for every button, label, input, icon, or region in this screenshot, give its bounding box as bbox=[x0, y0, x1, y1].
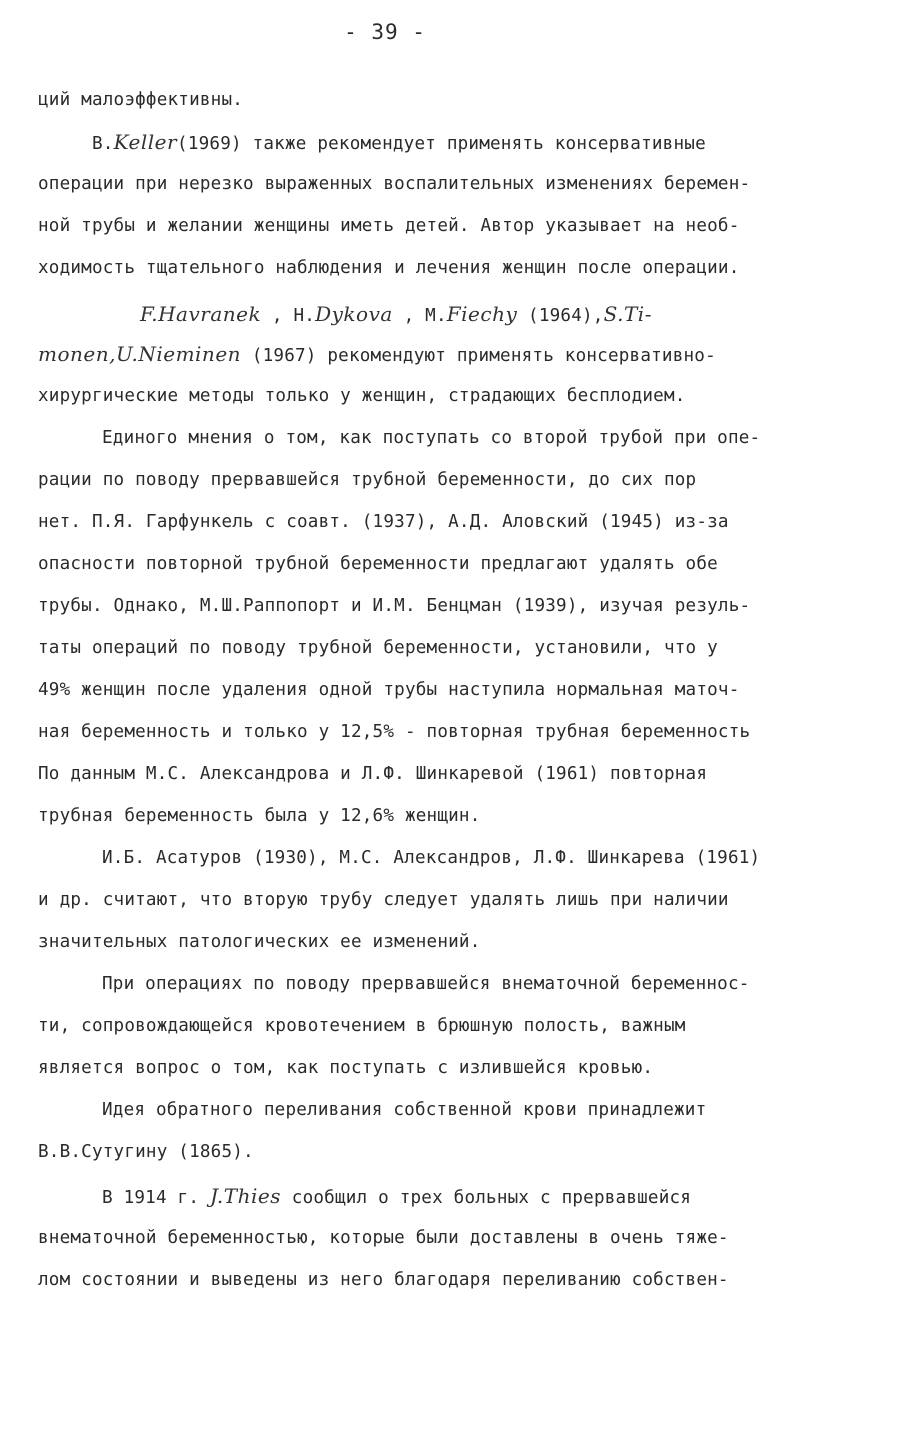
text-segment: Единого мнения о том, как поступать со второй трубой при опе- bbox=[102, 428, 761, 448]
text-line bbox=[38, 1224, 729, 1252]
page-number: - 39 - bbox=[344, 20, 426, 44]
text-line bbox=[38, 676, 740, 704]
text-segment: В.В.Сутугину (1865). bbox=[38, 1142, 254, 1162]
text-segment: В. bbox=[92, 134, 114, 154]
text-line bbox=[38, 382, 686, 410]
handwritten-name: J.Thies bbox=[209, 1184, 281, 1208]
text-line bbox=[140, 300, 652, 330]
text-segment: ций малоэффективны. bbox=[38, 90, 244, 110]
text-line bbox=[38, 340, 716, 370]
text-segment: сообщил о трех больных с прервавшейся bbox=[280, 1188, 692, 1208]
text-segment: трубы. Однако, М.Ш.Раппопорт и И.М. Бенцман (1939), изучая резуль- bbox=[38, 596, 751, 616]
text-line bbox=[38, 886, 729, 914]
text-segment: нет. П.Я. Гарфункель с соавт. (1937), А.Д. Аловский (1945) из-за bbox=[38, 512, 729, 532]
handwritten-name: Fiechy bbox=[446, 302, 518, 326]
text-line bbox=[38, 592, 750, 620]
text-segment: ная беременность и только у 12,5% - повторная трубная беременность bbox=[38, 722, 751, 742]
text-segment: является вопрос о том, как поступать с излившейся кровью. bbox=[38, 1058, 654, 1078]
text-segment: внематочной беременностью, которые были доставлены в очень тяже- bbox=[38, 1228, 729, 1248]
text-segment: ходимость тщательного наблюдения и лечения женщин после операции. bbox=[38, 258, 740, 278]
handwritten-name: Dykova bbox=[315, 302, 393, 326]
text-segment: таты операций по поводу трубной беременности, установили, что у bbox=[38, 638, 718, 658]
text-line bbox=[102, 1096, 706, 1124]
text-segment: значительных патологических ее изменений. bbox=[38, 932, 481, 952]
text-line bbox=[102, 844, 760, 872]
text-segment: трубная беременность была у 12,6% женщин. bbox=[38, 806, 481, 826]
text-line bbox=[38, 634, 718, 662]
text-line bbox=[38, 760, 707, 788]
text-line bbox=[38, 1138, 254, 1166]
text-line bbox=[38, 508, 729, 536]
text-segment: 49% женщин после удаления одной трубы наступила нормальная маточ- bbox=[38, 680, 740, 700]
text-segment: При операциях по поводу прервавшейся внематочной беременнос- bbox=[102, 974, 750, 994]
text-line bbox=[38, 1054, 653, 1082]
text-line bbox=[38, 466, 696, 494]
text-segment: ной трубы и желании женщины иметь детей. Автор указывает на необ- bbox=[38, 216, 740, 236]
text-line bbox=[38, 1266, 729, 1294]
text-line bbox=[38, 86, 243, 114]
text-line bbox=[38, 1012, 686, 1040]
text-line bbox=[102, 1182, 691, 1212]
text-segment: операции при нерезко выраженных воспалительных изменениях беремен- bbox=[38, 174, 751, 194]
text-line bbox=[38, 928, 481, 956]
text-segment: опасности повторной трубной беременности предлагают удалять обе bbox=[38, 554, 718, 574]
text-line bbox=[92, 128, 706, 158]
text-segment: ти, сопровождающейся кровотечением в брюшную полость, важным bbox=[38, 1016, 686, 1036]
text-line bbox=[38, 802, 481, 830]
text-segment: Идея обратного переливания собственной крови принадлежит bbox=[102, 1100, 707, 1120]
text-line bbox=[102, 970, 750, 998]
text-segment: (1967) рекомендуют применять консервативно- bbox=[241, 346, 716, 366]
text-line bbox=[38, 170, 750, 198]
text-segment: По данным М.С. Александрова и Л.Ф. Шинкаревой (1961) повторная bbox=[38, 764, 708, 784]
text-segment: и др. считают, что вторую трубу следует удалять лишь при наличии bbox=[38, 890, 729, 910]
text-line bbox=[38, 254, 740, 282]
text-segment: В 1914 г. bbox=[102, 1188, 210, 1208]
handwritten-name: S.Ti- bbox=[603, 302, 652, 326]
text-segment: хирургические методы только у женщин, страдающих бесплодием. bbox=[38, 386, 686, 406]
text-segment: (1964), bbox=[517, 306, 604, 326]
text-segment: (1969) также рекомендует применять консервативные bbox=[177, 134, 706, 154]
handwritten-name: monen,U.Nieminen bbox=[38, 342, 242, 366]
handwritten-name: Keller bbox=[113, 130, 178, 154]
text-line bbox=[102, 424, 760, 452]
text-segment: И.Б. Асатуров (1930), М.С. Александров, Л.Ф. Шинкарева (1961) bbox=[102, 848, 761, 868]
text-line bbox=[38, 550, 718, 578]
text-segment: , Н. bbox=[261, 306, 316, 326]
text-segment: рации по поводу прервавшейся трубной беременности, до сих пор bbox=[38, 470, 697, 490]
handwritten-name: F.Havranek bbox=[140, 302, 262, 326]
text-segment: лом состоянии и выведены из него благодаря переливанию собствен- bbox=[38, 1270, 729, 1290]
text-segment: , М. bbox=[392, 306, 447, 326]
text-line bbox=[38, 718, 750, 746]
text-line bbox=[38, 212, 740, 240]
